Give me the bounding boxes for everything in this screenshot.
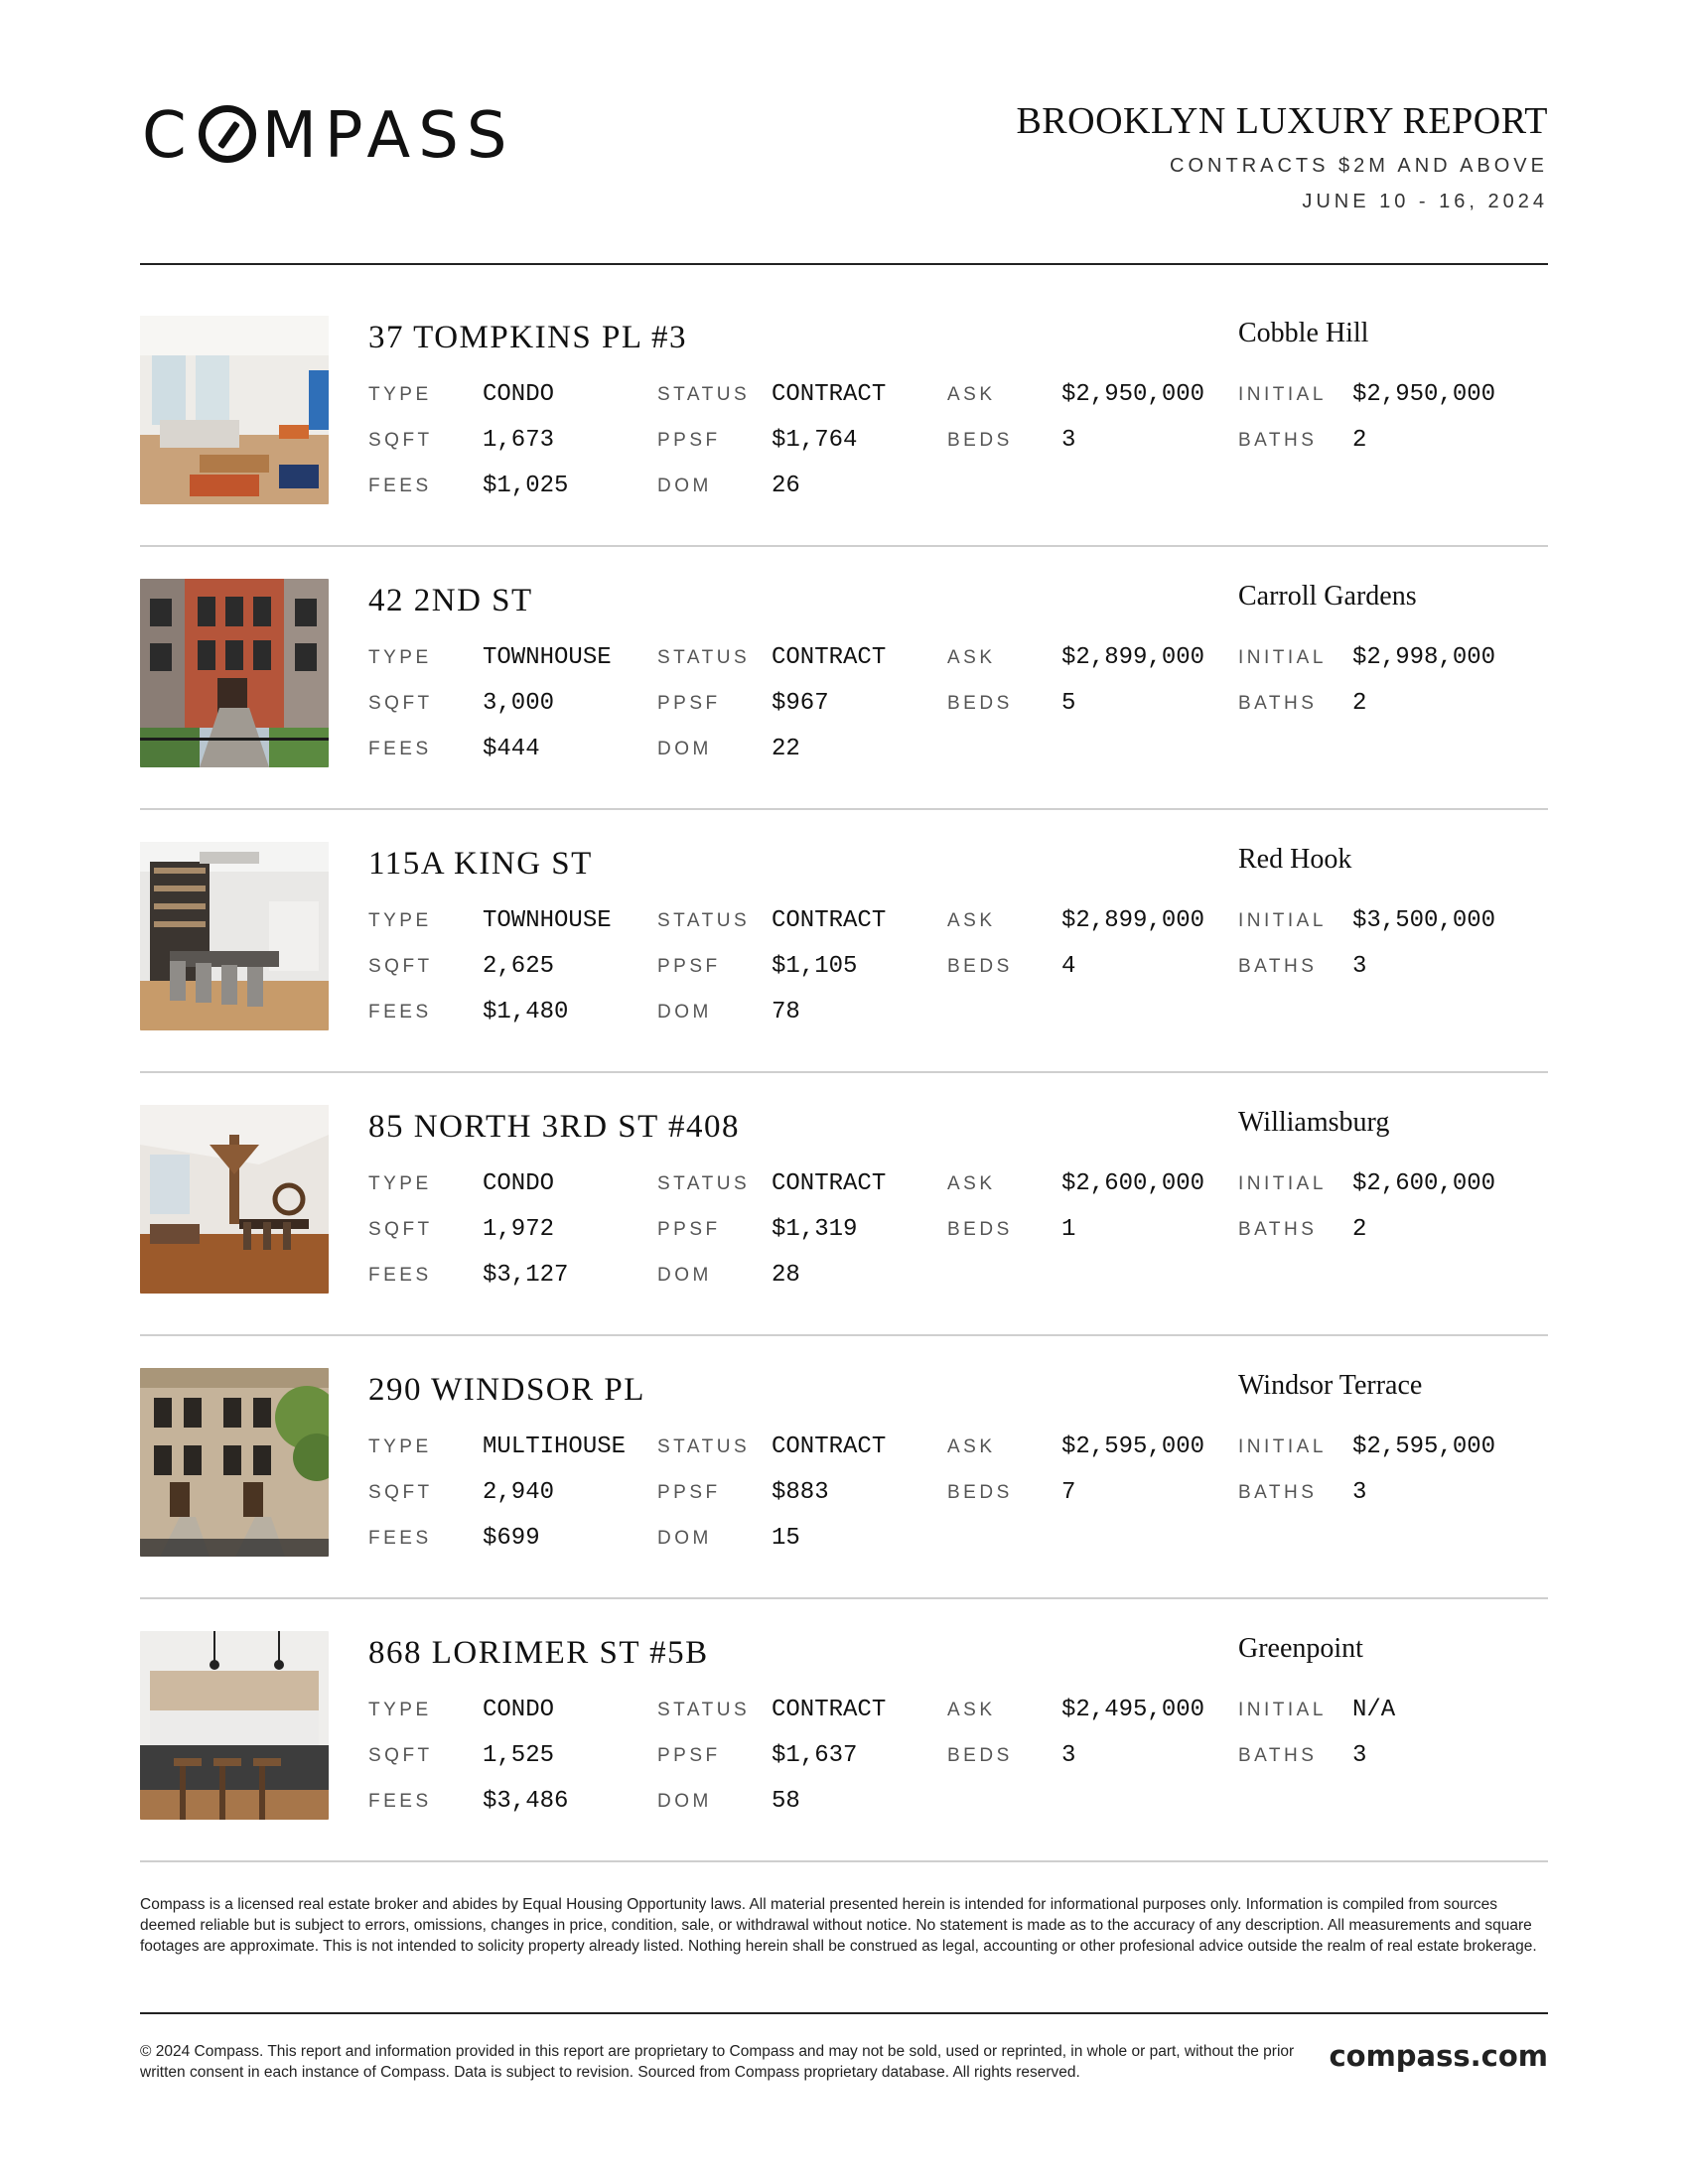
ppsf-value: $1,764 [772,427,858,454]
initial-label: INITIAL [1238,384,1327,405]
dom-label: DOM [657,739,712,759]
ppsf-value: $1,105 [772,953,858,980]
baths-label: BATHS [1238,1745,1318,1766]
kitchen-island-photo[interactable] [140,1631,329,1820]
initial-value: $2,950,000 [1352,381,1496,408]
beds-value: 3 [1061,1742,1076,1769]
ask-label: ASK [947,384,996,405]
ppsf-label: PPSF [657,956,721,977]
listing-divider [140,1334,1548,1336]
beds-label: BEDS [947,1745,1013,1766]
listing-card[interactable] [140,316,1548,504]
type-value: TOWNHOUSE [483,907,612,934]
fees-label: FEES [368,1791,432,1812]
copyright-notice: © 2024 Compass. This report and information provided in this report are proprietary to Compass and may not be sold, used or reprinted, in whole or part, without the prior written consent in each instance of Compass. Data is subject to revision. Sourced from Compass proprietary database. All rights reserved. [140,2043,1295,2081]
sqft-label: SQFT [368,956,433,977]
status-label: STATUS [657,1436,751,1457]
baths-value: 2 [1352,690,1367,717]
type-label: TYPE [368,1700,432,1720]
fees-value: $699 [483,1525,540,1552]
ppsf-label: PPSF [657,1745,721,1766]
website-link[interactable]: compass.com [1329,2039,1548,2073]
listing-card[interactable] [140,842,1548,1030]
listing-neighborhood: Greenpoint [1238,1633,1363,1664]
header-divider [140,263,1548,265]
ask-value: $2,899,000 [1061,644,1205,671]
type-label: TYPE [368,910,432,931]
beds-value: 1 [1061,1216,1076,1243]
dom-value: 22 [772,736,800,762]
baths-value: 3 [1352,1479,1367,1506]
beds-value: 3 [1061,427,1076,454]
footer-divider [140,2012,1548,2014]
ppsf-label: PPSF [657,1482,721,1503]
ppsf-label: PPSF [657,693,721,714]
listing-neighborhood: Red Hook [1238,844,1352,875]
listing-card[interactable] [140,579,1548,767]
beds-value: 7 [1061,1479,1076,1506]
sqft-value: 2,625 [483,953,555,980]
report-date: JUNE 10 - 16, 2024 [1302,191,1548,212]
beds-value: 5 [1061,690,1076,717]
listing-card[interactable] [140,1631,1548,1820]
type-label: TYPE [368,384,432,405]
status-label: STATUS [657,647,751,668]
fees-label: FEES [368,1002,432,1023]
initial-value: $2,998,000 [1352,644,1496,671]
initial-label: INITIAL [1238,647,1327,668]
initial-label: INITIAL [1238,910,1327,931]
initial-label: INITIAL [1238,1173,1327,1194]
report-title: BROOKLYN LUXURY REPORT [1016,100,1548,142]
listing-neighborhood: Cobble Hill [1238,318,1369,348]
status-value: CONTRACT [772,907,887,934]
type-value: TOWNHOUSE [483,644,612,671]
dom-label: DOM [657,476,712,496]
status-label: STATUS [657,1173,751,1194]
ask-value: $2,495,000 [1061,1697,1205,1723]
listing-card[interactable] [140,1368,1548,1557]
status-value: CONTRACT [772,644,887,671]
status-label: STATUS [657,384,751,405]
listing-divider [140,545,1548,547]
fees-label: FEES [368,1528,432,1549]
living-room-photo[interactable] [140,316,329,504]
initial-label: INITIAL [1238,1436,1327,1457]
fees-value: $3,127 [483,1262,569,1289]
report-header [140,99,1548,264]
status-value: CONTRACT [772,1433,887,1460]
status-value: CONTRACT [772,1697,887,1723]
sqft-value: 2,940 [483,1479,555,1506]
fees-value: $444 [483,736,540,762]
dom-value: 58 [772,1788,800,1815]
brick-townhouse-facade-photo[interactable] [140,579,329,767]
sqft-label: SQFT [368,693,433,714]
sqft-label: SQFT [368,1219,433,1240]
baths-value: 3 [1352,1742,1367,1769]
fees-label: FEES [368,476,432,496]
listing-address[interactable]: 37 TOMPKINS PL #3 [368,320,688,355]
initial-label: INITIAL [1238,1700,1327,1720]
listing-divider [140,1597,1548,1599]
status-label: STATUS [657,910,751,931]
type-value: CONDO [483,381,555,408]
baths-value: 2 [1352,427,1367,454]
fees-value: $3,486 [483,1788,569,1815]
baths-label: BATHS [1238,1482,1318,1503]
listing-address[interactable]: 115A KING ST [368,846,593,882]
sqft-value: 1,525 [483,1742,555,1769]
fees-value: $1,480 [483,999,569,1025]
listing-neighborhood: Williamsburg [1238,1107,1390,1138]
ask-label: ASK [947,910,996,931]
report-page [140,0,1548,2184]
sqft-label: SQFT [368,1745,433,1766]
listing-address[interactable]: 290 WINDSOR PL [368,1372,645,1408]
beds-label: BEDS [947,956,1013,977]
baths-label: BATHS [1238,430,1318,451]
sqft-label: SQFT [368,1482,433,1503]
sqft-label: SQFT [368,430,433,451]
beds-label: BEDS [947,1219,1013,1240]
fees-label: FEES [368,739,432,759]
status-label: STATUS [657,1700,751,1720]
fees-label: FEES [368,1265,432,1286]
beds-label: BEDS [947,1482,1013,1503]
listing-divider [140,808,1548,810]
dom-value: 15 [772,1525,800,1552]
type-value: MULTIHOUSE [483,1433,627,1460]
dom-label: DOM [657,1002,712,1023]
sqft-value: 3,000 [483,690,555,717]
dom-label: DOM [657,1265,712,1286]
listing-address[interactable]: 42 2ND ST [368,583,533,618]
status-value: CONTRACT [772,381,887,408]
dining-kitchen-photo[interactable] [140,842,329,1030]
type-value: CONDO [483,1170,555,1197]
initial-value: $3,500,000 [1352,907,1496,934]
dom-value: 28 [772,1262,800,1289]
type-label: TYPE [368,647,432,668]
type-value: CONDO [483,1697,555,1723]
initial-value: $2,600,000 [1352,1170,1496,1197]
ppsf-value: $1,637 [772,1742,858,1769]
baths-label: BATHS [1238,1219,1318,1240]
ask-label: ASK [947,647,996,668]
brownstone-facade-photo[interactable] [140,1368,329,1557]
listing-neighborhood: Carroll Gardens [1238,581,1417,612]
ask-value: $2,899,000 [1061,907,1205,934]
ask-value: $2,600,000 [1061,1170,1205,1197]
type-label: TYPE [368,1436,432,1457]
listing-divider [140,1860,1548,1862]
dom-value: 78 [772,999,800,1025]
initial-value: $2,595,000 [1352,1433,1496,1460]
baths-label: BATHS [1238,693,1318,714]
listing-neighborhood: Windsor Terrace [1238,1370,1423,1401]
baths-label: BATHS [1238,956,1318,977]
sqft-value: 1,972 [483,1216,555,1243]
initial-value: N/A [1352,1697,1396,1723]
ppsf-label: PPSF [657,1219,721,1240]
status-value: CONTRACT [772,1170,887,1197]
ppsf-value: $883 [772,1479,829,1506]
beds-label: BEDS [947,693,1013,714]
baths-value: 2 [1352,1216,1367,1243]
ask-label: ASK [947,1700,996,1720]
ask-value: $2,950,000 [1061,381,1205,408]
legal-disclaimer: Compass is a licensed real estate broker and abides by Equal Housing Opportunity laws. All material presented herein is intended for informational purposes only. Information is compiled from sources deemed reliable but is subject to errors, omissions, changes in price, condition, sale, or withdrawal without notice. No statement is made as to the accuracy of any description. All measurements and square footages are approximate. This is not intended to solicity property already listed. Nothing herein shall be construed as legal, accounting or other profesional advice outside the realm of real estate brokerage. [140,1896,1537,1955]
baths-value: 3 [1352,953,1367,980]
beds-label: BEDS [947,430,1013,451]
listing-address[interactable]: 868 LORIMER ST #5B [368,1635,709,1671]
loft-dining-photo[interactable] [140,1105,329,1294]
dom-value: 26 [772,473,800,499]
ask-label: ASK [947,1173,996,1194]
listing-divider [140,1071,1548,1073]
sqft-value: 1,673 [483,427,555,454]
compass-logo: C MPASS [142,99,515,173]
listing-address[interactable]: 85 NORTH 3RD ST #408 [368,1109,740,1145]
dom-label: DOM [657,1791,712,1812]
ppsf-value: $967 [772,690,829,717]
report-subtitle: CONTRACTS $2M AND ABOVE [1170,155,1548,177]
dom-label: DOM [657,1528,712,1549]
ask-label: ASK [947,1436,996,1457]
listing-card[interactable] [140,1105,1548,1294]
ppsf-label: PPSF [657,430,721,451]
ask-value: $2,595,000 [1061,1433,1205,1460]
ppsf-value: $1,319 [772,1216,858,1243]
fees-value: $1,025 [483,473,569,499]
beds-value: 4 [1061,953,1076,980]
type-label: TYPE [368,1173,432,1194]
